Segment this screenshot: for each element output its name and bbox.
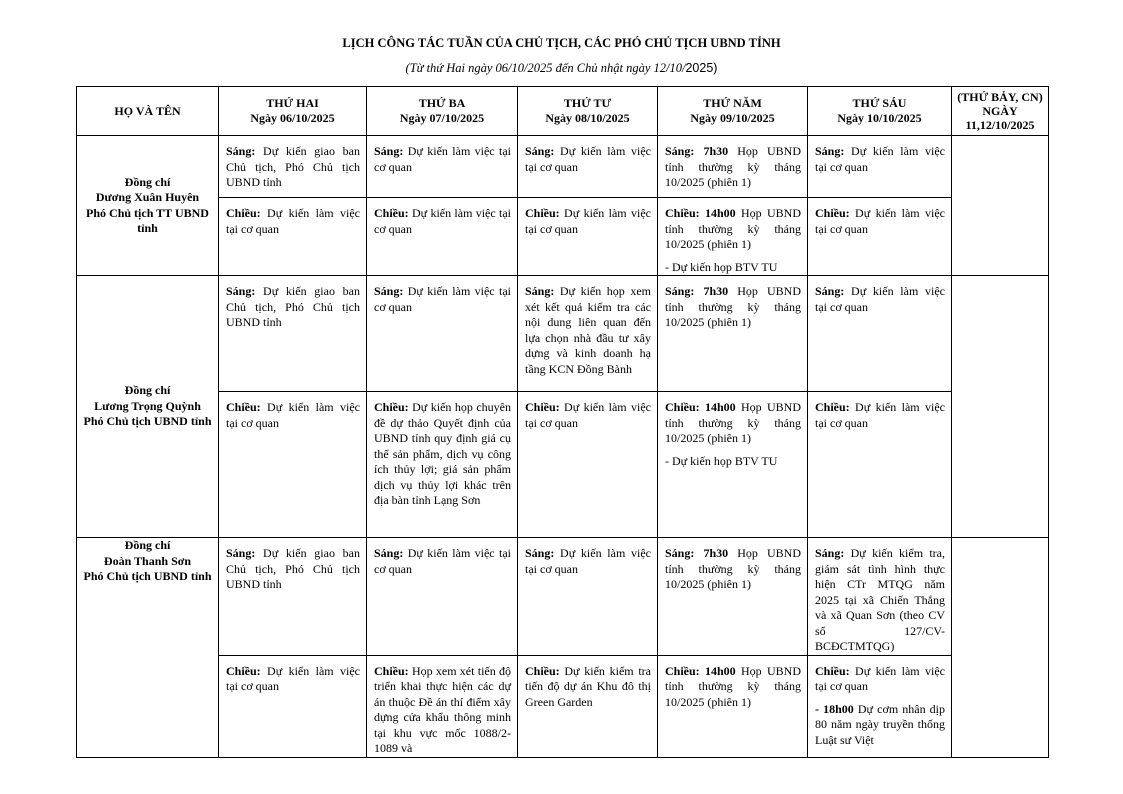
weekend-cell xyxy=(952,276,1049,538)
time-label: Sáng: xyxy=(226,144,256,158)
schedule-cell-tuesday-morning xyxy=(367,276,518,392)
entry-text: Họp UBND tỉnh thường kỳ tháng 10/2025 (phiên 1) xyxy=(665,206,801,251)
time-label: Sáng: xyxy=(226,284,256,298)
schedule-entry xyxy=(226,284,360,331)
entry-text: Dự kiến kiểm tra, giám sát tình hình thực hiện CTr MTQG năm 2025 tại xã Chiến Thắng và xã Quan Sơn (theo CV số 127/CV-BCĐCTMTQG) xyxy=(815,546,945,653)
time-label: Chiều: xyxy=(815,206,850,220)
schedule-entry xyxy=(665,546,801,593)
schedule-cell-monday-afternoon xyxy=(219,392,367,538)
schedule-table xyxy=(76,86,1049,758)
entry-text: Dự kiến làm việc tại cơ quan xyxy=(815,663,945,693)
official-line3: Phó Chủ tịch TT UBND tỉnh xyxy=(86,205,209,235)
schedule-cell-tuesday-morning xyxy=(367,136,518,198)
time-label: Chiều: 14h00 xyxy=(665,663,736,678)
time-label: Chiều: xyxy=(226,400,261,414)
time-label: Chiều: xyxy=(525,400,560,414)
schedule-cell-monday-morning xyxy=(219,276,367,392)
table-row xyxy=(77,392,1049,538)
schedule-cell-wednesday-afternoon xyxy=(518,392,658,538)
entry-text: Dự kiến làm việc tại cơ quan xyxy=(374,206,511,236)
table-row xyxy=(77,136,1049,198)
entry-text: Dự kiến làm việc tại cơ quan xyxy=(226,400,360,430)
entry-text: Dự kiến làm việc tại cơ quan xyxy=(226,663,360,693)
time-label: Chiều: xyxy=(815,400,850,414)
entry-text: Dự kiến làm việc tại cơ quan xyxy=(374,284,511,314)
time-label: Chiều: xyxy=(226,663,261,678)
schedule-cell-friday-afternoon xyxy=(808,198,952,276)
schedule-cell-thursday-morning xyxy=(658,538,808,656)
schedule-entry xyxy=(226,664,360,695)
page-title: LỊCH CÔNG TÁC TUẦN CỦA CHỦ TỊCH, CÁC PHÓ CHỦ TỊCH UBND TỈNH xyxy=(342,36,781,50)
entry-text: Dự kiến làm việc tại cơ quan xyxy=(815,400,945,430)
schedule-cell-friday-morning xyxy=(808,276,952,392)
time-label: Sáng: 7h30 xyxy=(665,144,729,158)
schedule-entry xyxy=(815,400,945,431)
time-label: Sáng: 7h30 xyxy=(665,284,729,298)
table-row xyxy=(77,538,1049,656)
time-label: Sáng: xyxy=(815,284,845,298)
schedule-cell-friday-afternoon xyxy=(808,655,952,757)
entry-text: Họp UBND tỉnh thường kỳ tháng 10/2025 (phiên 1) xyxy=(665,284,801,329)
time-label: Chiều: xyxy=(525,206,560,220)
col-header-monday: THỨ HAI Ngày 06/10/2025 xyxy=(219,87,367,136)
schedule-cell-monday-morning xyxy=(219,136,367,198)
entry-text: Dự kiến giao ban Chủ tịch, Phó Chủ tịch UBND tỉnh xyxy=(226,546,360,591)
schedule-cell-friday-morning xyxy=(808,136,952,198)
official-line1: Đồng chí xyxy=(124,383,171,398)
schedule-entry xyxy=(226,206,360,237)
schedule-extra-entry xyxy=(815,702,945,749)
schedule-entry xyxy=(226,546,360,593)
schedule-entry xyxy=(525,206,651,237)
entry-text: Dự kiến làm việc tại cơ quan xyxy=(525,400,651,430)
time-label: Sáng: xyxy=(815,546,845,560)
schedule-cell-wednesday-morning xyxy=(518,538,658,656)
table-row xyxy=(77,276,1049,392)
schedule-cell-friday-afternoon xyxy=(808,392,952,538)
time-label: Sáng: xyxy=(815,144,845,158)
schedule-entry xyxy=(374,400,511,509)
col-header-name: HỌ VÀ TÊN xyxy=(77,87,219,136)
entry-text: Dự cơm nhân dịp 80 năm ngày truyền thống Luật sư Việt xyxy=(815,701,946,747)
schedule-entry xyxy=(374,546,511,577)
entry-text: Dự kiến làm việc tại cơ quan xyxy=(525,144,651,174)
time-label: Sáng: xyxy=(525,284,555,298)
schedule-cell-thursday-afternoon xyxy=(658,392,808,538)
schedule-extra-entry: - Dự kiến họp BTV TU xyxy=(665,453,778,468)
official-line2: Lương Trọng Quỳnh xyxy=(94,398,201,413)
schedule-cell-wednesday-morning xyxy=(518,276,658,392)
entry-text: Dự kiến họp chuyên đề dự thảo Quyết định của UBND tỉnh quy định giá cụ thể sản phẩm, dịch vụ công ích thủy lợi; giá sản phẩm dịch vụ thủy lợi khác trên địa bàn tỉnh Lạng Sơn xyxy=(374,400,511,507)
official-line3: Phó Chủ tịch UBND tỉnh xyxy=(83,414,212,429)
official-line3: Phó Chủ tịch UBND tỉnh xyxy=(83,569,212,583)
entry-text: Dự kiến làm việc tại cơ quan xyxy=(525,546,651,576)
schedule-entry xyxy=(525,664,651,711)
subtitle-year: 2025) xyxy=(685,61,718,75)
schedule-cell-monday-morning xyxy=(219,538,367,656)
schedule-entry xyxy=(525,400,651,431)
subtitle-range: (Từ thứ Hai ngày 06/10/2025 đến Chủ nhật ngày 12/10/ xyxy=(405,61,686,75)
schedule-entry xyxy=(525,144,651,175)
table-row xyxy=(77,198,1049,276)
table-row xyxy=(77,655,1049,757)
entry-text: Họp UBND tỉnh thường kỳ tháng 10/2025 (phiên 1) xyxy=(665,400,801,445)
time-label: Sáng: xyxy=(226,546,256,560)
time-label: Sáng: xyxy=(374,144,404,158)
time-label: Sáng: xyxy=(374,284,404,298)
schedule-cell-thursday-morning xyxy=(658,136,808,198)
schedule-entry xyxy=(374,206,511,237)
col-header-tuesday: THỨ BA Ngày 07/10/2025 xyxy=(367,87,518,136)
table-header-row xyxy=(77,87,1049,136)
schedule-cell-thursday-morning xyxy=(658,276,808,392)
time-label: Chiều: xyxy=(815,663,850,678)
entry-text: Họp xem xét tiến độ triển khai thực hiện các dự án thuộc Đề án thí điểm xây dựng cửa khẩu thông minh tại khu vực mốc 1088/2-1089 và xyxy=(374,663,511,755)
schedule-cell-monday-afternoon xyxy=(219,655,367,757)
schedule-entry xyxy=(815,206,945,237)
schedule-entry xyxy=(665,206,801,253)
entry-text: Dự kiến làm việc tại cơ quan xyxy=(815,284,945,314)
time-label: - 18h00 xyxy=(815,701,854,716)
time-label: Chiều: xyxy=(374,206,409,220)
schedule-entry xyxy=(665,144,801,191)
schedule-entry xyxy=(815,664,945,695)
schedule-entry xyxy=(665,284,801,331)
schedule-cell-tuesday-morning xyxy=(367,538,518,656)
official-line1: Đồng chí xyxy=(124,538,171,552)
official-name-cell xyxy=(77,136,219,276)
entry-text: Dự kiến làm việc tại cơ quan xyxy=(815,144,945,174)
entry-text: Dự kiến làm việc tại cơ quan xyxy=(374,144,511,174)
weekend-cell xyxy=(952,538,1049,758)
schedule-entry xyxy=(374,284,511,315)
schedule-cell-tuesday-afternoon xyxy=(367,198,518,276)
schedule-entry xyxy=(815,546,945,655)
col-header-wednesday: THỨ TƯ Ngày 08/10/2025 xyxy=(518,87,658,136)
schedule-cell-thursday-afternoon xyxy=(658,655,808,757)
entry-text: Dự kiến giao ban Chủ tịch, Phó Chủ tịch UBND tỉnh xyxy=(226,144,360,189)
entry-text: Họp UBND tỉnh thường kỳ tháng 10/2025 (phiên 1) xyxy=(665,144,801,189)
time-label: Chiều: xyxy=(374,663,409,678)
schedule-entry xyxy=(374,144,511,175)
official-line2: Dương Xuân Huyên xyxy=(95,190,200,204)
schedule-cell-friday-morning xyxy=(808,538,952,656)
schedule-entry xyxy=(226,400,360,431)
schedule-cell-wednesday-afternoon xyxy=(518,655,658,757)
official-line2: Đoàn Thanh Sơn xyxy=(103,553,192,568)
entry-text: Họp UBND tỉnh thường kỳ tháng 10/2025 (phiên 1) xyxy=(665,546,801,591)
entry-text: Dự kiến làm việc tại cơ quan xyxy=(374,546,511,576)
time-label: Chiều: xyxy=(374,400,409,414)
schedule-cell-tuesday-afternoon xyxy=(367,392,518,538)
schedule-entry xyxy=(665,400,801,447)
entry-text: Họp UBND tỉnh thường kỳ tháng 10/2025 (phiên 1) xyxy=(665,663,801,709)
col-header-weekend: (THỨ BẢY, CN) NGÀY 11,12/10/2025 xyxy=(952,87,1049,136)
official-line1: Đồng chí xyxy=(124,174,171,189)
time-label: Chiều: xyxy=(525,663,560,678)
weekend-cell xyxy=(952,136,1049,276)
entry-text: Dự kiến làm việc tại cơ quan xyxy=(226,206,360,236)
time-label: Chiều: 14h00 xyxy=(665,400,736,414)
schedule-cell-wednesday-afternoon xyxy=(518,198,658,276)
schedule-extra-entry: - Dự kiến họp BTV TU xyxy=(665,259,778,274)
schedule-entry xyxy=(525,546,651,577)
time-label: Chiều: 14h00 xyxy=(665,206,736,220)
schedule-entry xyxy=(226,144,360,191)
entry-text: Dự kiến giao ban Chủ tịch, Phó Chủ tịch UBND tỉnh xyxy=(226,284,360,329)
schedule-cell-tuesday-afternoon xyxy=(367,655,518,757)
col-header-friday: THỨ SÁU Ngày 10/10/2025 xyxy=(808,87,952,136)
schedule-entry xyxy=(815,284,945,315)
schedule-cell-wednesday-morning xyxy=(518,136,658,198)
schedule-cell-thursday-afternoon xyxy=(658,198,808,276)
entry-text: Dự kiến họp xem xét kết quả kiểm tra các nội dung liên quan đến lựa chọn nhà đầu tư xây dựng và kinh doanh hạ tầng KCN Đồng Bành xyxy=(525,284,651,376)
entry-text: Dự kiến làm việc tại cơ quan xyxy=(815,206,945,236)
official-name-cell xyxy=(77,276,219,538)
page-subtitle xyxy=(0,61,1123,76)
time-label: Sáng: xyxy=(374,546,404,560)
col-header-thursday: THỨ NĂM Ngày 09/10/2025 xyxy=(658,87,808,136)
schedule-entry xyxy=(374,664,511,757)
entry-text: Dự kiến làm việc tại cơ quan xyxy=(525,206,651,236)
entry-text: Dự kiến kiểm tra tiến độ dự án Khu đô thị Green Garden xyxy=(525,663,651,709)
official-name-cell xyxy=(77,538,219,758)
time-label: Sáng: 7h30 xyxy=(665,546,729,560)
schedule-entry xyxy=(815,144,945,175)
time-label: Chiều: xyxy=(226,206,261,220)
time-label: Sáng: xyxy=(525,144,555,158)
schedule-cell-monday-afternoon xyxy=(219,198,367,276)
schedule-entry xyxy=(525,284,651,377)
schedule-entry xyxy=(665,664,801,711)
time-label: Sáng: xyxy=(525,546,555,560)
